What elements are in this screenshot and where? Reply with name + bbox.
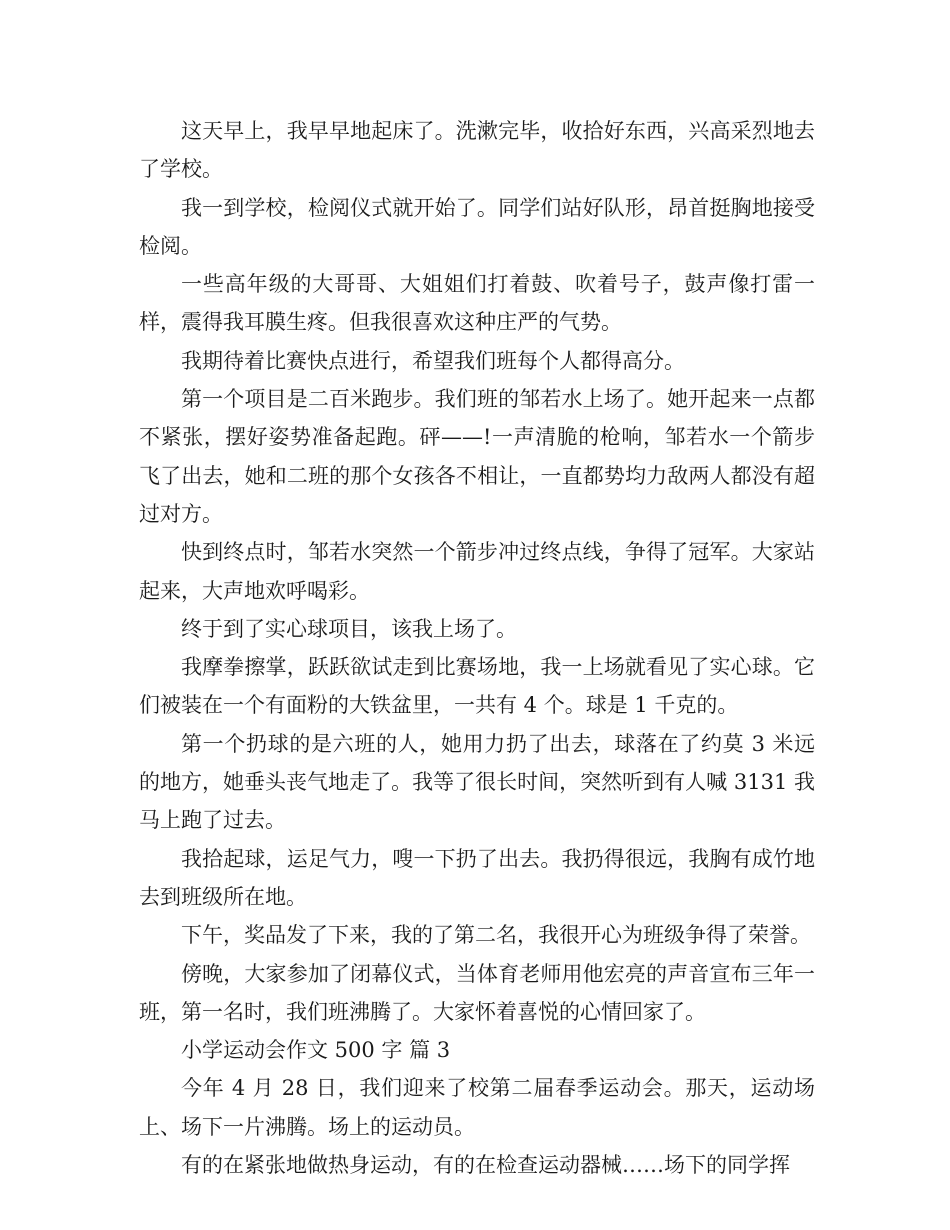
essay-body: [139, 112, 815, 1184]
paragraph: 终于到了实心球项目，该我上场了。: [181, 616, 517, 641]
paragraph: 我一到学校，检阅仪式就开始了。同学们站好队形，昂首挺胸地接受检阅。: [139, 195, 815, 258]
paragraph: 我摩拳擦掌，跃跃欲试走到比赛场地，我一上场就看见了实心球。它们被装在一个有面粉的大铁盆里，一共有 4 个。球是 1 千克的。: [139, 655, 815, 718]
paragraph: 第一个项目是二百米跑步。我们班的邹若水上场了。她开起来一点都不紧张，摆好姿势准备起跑。砰——!一声清脆的枪响，邹若水一个箭步飞了出去，她和二班的那个女孩各不相让，一直都势均力敌两人都没有超过对方。: [139, 387, 815, 526]
paragraph: 下午，奖品发了下来，我的了第二名，我很开心为班级争得了荣誉。: [181, 923, 811, 948]
paragraph: 傍晚，大家参加了闭幕仪式，当体育老师用他宏亮的声音宣布三年一班，第一名时，我们班沸腾了。大家怀着喜悦的心情回家了。: [139, 961, 815, 1024]
paragraph: 我拾起球，运足气力，嗖一下扔了出去。我扔得很远，我胸有成竹地去到班级所在地。: [139, 846, 815, 909]
paragraph: 快到终点时，邹若水突然一个箭步冲过终点线，争得了冠军。大家站起来，大声地欢呼喝彩。: [139, 540, 815, 603]
paragraph: 有的在紧张地做热身运动，有的在检查运动器械……场下的同学挥: [181, 1153, 790, 1178]
paragraph: 我期待着比赛快点进行，希望我们班每个人都得高分。: [181, 348, 685, 373]
paragraph: 一些高年级的大哥哥、大姐姐们打着鼓、吹着号子，鼓声像打雷一样，震得我耳膜生疼。但我很喜欢这种庄严的气势。: [139, 272, 815, 335]
paragraph: 第一个扔球的是六班的人，她用力扔了出去，球落在了约莫 3 米远的地方，她垂头丧气地走了。我等了很长时间，突然听到有人喊 3131 我马上跑了过去。: [139, 731, 815, 833]
section-heading: 小学运动会作文 500 字 篇 3: [181, 1038, 451, 1063]
paragraph: 这天早上，我早早地起床了。洗漱完毕，收拾好东西，兴高采烈地去了学校。: [139, 119, 815, 182]
paragraph: 今年 4 月 28 日，我们迎来了校第二届春季运动会。那天，运动场上、场下一片沸腾。场上的运动员。: [139, 1076, 815, 1139]
